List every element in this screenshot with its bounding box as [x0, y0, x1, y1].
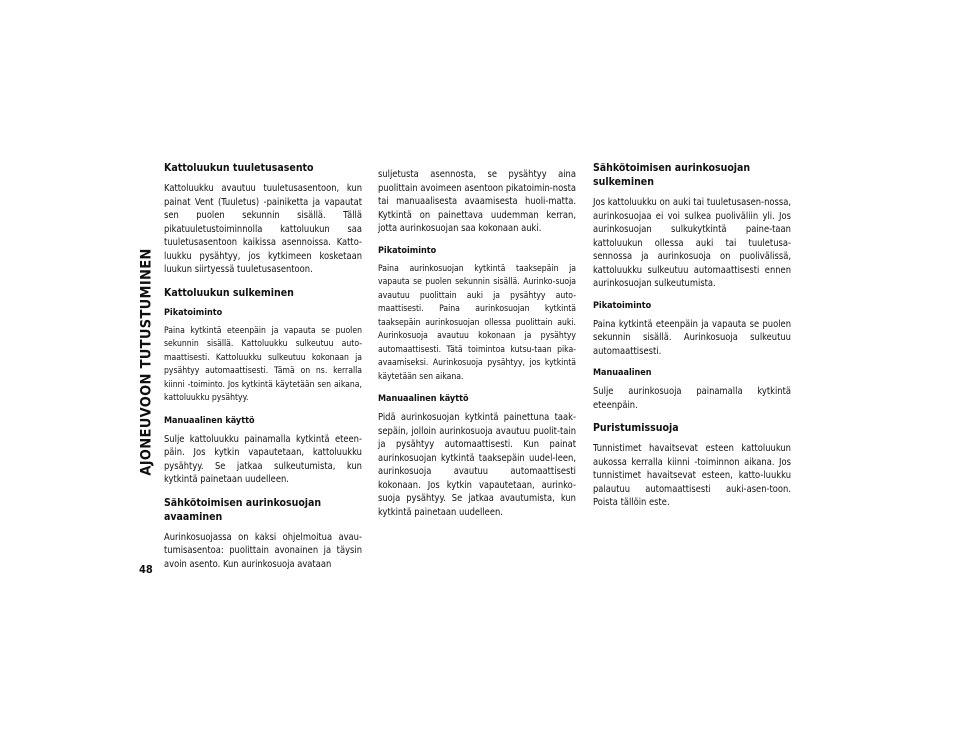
subheading-express-open: Pikatoiminto [378, 245, 437, 256]
heading-sunshade-close: Sähkötoimisen aurinkosuojan sulkeminen [593, 162, 751, 188]
paragraph-sunshade-open: Aurinkosuojassa on kaksi ohjelmoitua avau-tumisasentoa: puolittain avonainen ja täysin avoin asento. Kun aurinkosuoja avataan [164, 531, 362, 570]
subheading-manual-open: Manuaalinen käyttö [378, 394, 469, 404]
subheading-manual-sunshade-close: Manuaalinen [593, 368, 652, 378]
subheading-express-close: Pikatoiminto [164, 307, 223, 318]
subheading-manual-close: Manuaalinen käyttö [164, 415, 255, 426]
paragraph-manual-close: Sulje kattoluukku painamalla kytkintä eteen-päin. Jos kytkin vapautetaan, kattoluukku pysähtyy. Se jatkaa sulkeutumista, kun kytkintä painetaan uudelleen. [164, 433, 362, 485]
page-number: 48 [139, 563, 153, 576]
section-side-title [138, 176, 156, 548]
heading-pinch-protection: Puristumissuoja [593, 422, 679, 434]
heading-sunroof-close: Kattoluukun sulkeminen [164, 286, 294, 299]
paragraph-manual-open: Pidä aurinkosuojan kytkintä painettuna taak-sepäin, jolloin aurinkosuoja avautuu puolit-tain ja pysähtyy automaattisesti. Kun painat aurinkosuojan kytkintä taaksepäin uudel-leen, aurinkosuoja avautuu automaattisesti kokonaan. Jos kytkin vapautetaan, aurinko-suoja pysähtyy. Se jatkaa avautumista, kun kytkintä painetaan uudelleen. [378, 412, 576, 518]
paragraph-express-sunshade-close: Paina kytkintä eteenpäin ja vapauta se puolen sekunnin sisällä. Aurinkosuoja sulkeutuu automaattisesti. [593, 318, 791, 357]
paragraph-sunroof-vent: Kattoluukku avautuu tuuletusasentoon, kun painat Vent (Tuuletus) -painiketta ja vapautat sen puolen sekunnin sisällä. Tällä pikatuuletustoiminnolla kattoluukun saa tuuletusasentoon kaikissa asennoissa. Katto-luukku pysähtyy, jos kytkimeen kosketaan luukun siirtyessä tuuletusasentoon. [164, 183, 362, 275]
column-3 [593, 162, 791, 519]
column-2 [378, 168, 576, 528]
paragraph-sunshade-close: Jos kattoluukku on auki tai tuuletusasen-nossa, aurinkosuojaa ei voi sulkea puoliväliin yli. Jos aurinkosuojan sulkukytkintä paine-taan kattoluukun ollessa auki tai tuuletusa-sennossa ja aurinkosuoja on puolivälissä, kattoluukku sulkeutuu automaattisesti ennen aurinkosuojan sulkeutumista. [593, 197, 791, 289]
column-1 [164, 162, 362, 580]
heading-sunshade-open: Sähkötoimisen aurinkosuojan avaaminen [164, 496, 322, 523]
paragraph-manual-sunshade-close: Sulje aurinkosuoja painamalla kytkintä eteenpäin. [593, 386, 791, 411]
paragraph-sunshade-open-cont: suljetusta asennosta, se pysähtyy aina puolittain avoimeen asentoon pikatoimin-nosta tai manuaalisesta avaamisesta huoli-matta. Kytkintä on painettava uudemman kerran, jotta aurinkosuojan saa kokonaan auki. [378, 169, 576, 234]
heading-sunroof-vent: Kattoluukun tuuletusasento [164, 162, 314, 174]
paragraph-express-close: Paina kytkintä eteenpäin ja vapauta se puolen sekunnin sisällä. Kattoluukku sulkeutuu auto-maattisesti. Kattoluukku sulkeutuu kokonaan ja pysähtyy automaattisesti. Tämä on ns. kerralla kiinni -toiminto. Jos kytkintä käytetään sen aikana, kattoluukku pysähtyy. [164, 325, 362, 403]
paragraph-pinch-protection: Tunnistimet havaitsevat esteen kattoluukun aukossa kerralla kiinni -toiminnon aikana. Jos tunnistimet havaitsevat esteen, katto-luukku palautuu automaattisesti auki-asen-toon. Poista tällöin este. [593, 443, 791, 508]
side-title-text: AJONEUVOON TUTUSTUMINEN [139, 248, 156, 476]
paragraph-express-open: Paina aurinkosuojan kytkintä taaksepäin ja vapauta se puolen sekunnin sisällä. Aurinko-suoja avautuu puolittain auki ja pysähtyy auto-maattisesti. Paina aurinkosuojan kytkintä taaksepäin aurinkosuojan ollessa puolittain auki. Aurinkosuoja avautuu kokonaan ja pysähtyy automaattisesti. Tätä toimintoa kutsu-taan pika-avaamiseksi. Aurinkosuoja pysähtyy, jos kytkintä käytetään sen aikana. [378, 263, 576, 382]
subheading-express-sunshade-close: Pikatoiminto [593, 300, 652, 311]
